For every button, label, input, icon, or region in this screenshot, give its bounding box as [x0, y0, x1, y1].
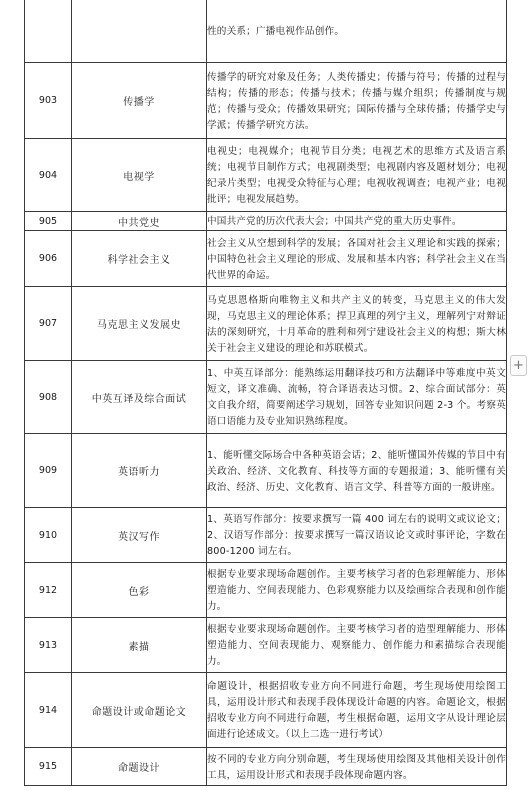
course-description: [207, 231, 507, 287]
course-description-text: 电视史；电视媒介；电视节目分类；电视艺术的思维方式及语言系统；电视节目制作方式；电视剧类型；电视剧内容及题材划分；电视纪录片类型；电视受众特征与心理；电视收视调查；电视产业；电视批评；电视发展趋势。: [207, 146, 506, 205]
course-name: 中共党史: [72, 212, 207, 231]
add-button[interactable]: [510, 355, 527, 376]
course-description: [207, 673, 507, 748]
course-syllabus-table: [24, 0, 507, 786]
course-description-text: 中国共产党的历次代表大会；中国共产党的重大历史事件。: [207, 216, 462, 227]
table-row: [25, 618, 507, 673]
course-name: 电视学: [72, 139, 207, 212]
course-description: [207, 618, 507, 673]
course-name: 英语听力: [72, 434, 207, 508]
course-description: [207, 139, 507, 212]
table-row: [25, 434, 507, 508]
course-description-text: 社会主义从空想到科学的发展；各国对社会主义理论和实践的探索；中国特色社会主义理论的形成、发展和基本内容；科学社会主义在当代世界的命运。: [207, 237, 506, 281]
course-description: [207, 563, 507, 618]
course-description-text: 按不同的专业方向分别命题，考生现场使用绘图及其他相关设计创作工具，运用设计形式和表现手段体现命题内容。: [207, 753, 506, 781]
course-name: 英汉写作: [72, 508, 207, 563]
course-name: [72, 0, 207, 63]
course-description: [207, 287, 507, 361]
course-description-text: 根据专业要求现场命题创作。主要考核学习者的造型理解能力、形体塑造能力、空间表现能力、观察能力、创作能力和素描综合表现能力。: [207, 624, 506, 667]
course-description-text: 1、能听懂交际场合中各种英语会话；2、能听懂国外传媒的节目中有关政治、经济、文化教育、科技等方面的专题报道；3、能听懂有关政治、经济、历史、文化教育、语言文学、科普等方面的一般讲座。: [207, 449, 506, 493]
table-row: [25, 673, 507, 748]
course-description: [207, 0, 507, 63]
course-description-text: 1、英语写作部分：按要求撰写一篇 400 词左右的说明文或议论文；2、汉语写作部分：按要求撰写一篇汉语议论文或时事评论，字数在 800-1200 词左右。: [207, 514, 506, 557]
course-description: [207, 434, 507, 508]
table-row: [25, 287, 507, 361]
course-description: [207, 63, 507, 139]
table-row: [25, 508, 507, 563]
course-name: 命题设计或命题论文: [72, 673, 207, 748]
course-description: [207, 212, 507, 231]
course-description: [207, 508, 507, 563]
course-description-text: 命题设计，根据招收专业方向不同进行命题，考生现场使用绘图工具，运用设计形式和表现手段体现设计命题的内容。命题论文，根据招收专业方向不同进行命题，考生根据命题，运用文字从设计理论层面进行论述成文。（以上二选一进行考试）: [207, 681, 506, 740]
course-name: 素描: [72, 618, 207, 673]
course-code: 915: [25, 748, 72, 786]
course-description-text: 传播学的研究对象及任务；人类传播史；传播与符号；传播的过程与结构；传播的形态；传播与技术；传播与媒介组织；传播制度与规范；传播与受众；传播效果研究；国际传播与全球传播；传播学史与学派；传播学研究方法。: [207, 71, 506, 131]
course-code: 905: [25, 212, 72, 231]
course-code: [25, 0, 72, 63]
table-row: [25, 563, 507, 618]
table-row: [25, 0, 507, 63]
course-name: 中英互译及综合面试: [72, 361, 207, 434]
table-row: [25, 139, 507, 212]
course-name: 传播学: [72, 63, 207, 139]
course-code: 903: [25, 63, 72, 139]
course-code: 910: [25, 508, 72, 563]
plus-icon: +: [513, 358, 524, 373]
course-code: 907: [25, 287, 72, 361]
course-name: 马克思主义发展史: [72, 287, 207, 361]
course-code: 913: [25, 618, 72, 673]
table-row: [25, 212, 507, 231]
course-code: 906: [25, 231, 72, 287]
course-description: [207, 748, 507, 786]
course-code: 914: [25, 673, 72, 748]
table-row: [25, 361, 507, 434]
course-code: 904: [25, 139, 72, 212]
table-row: [25, 63, 507, 139]
course-name: 科学社会主义: [72, 231, 207, 287]
course-code: 908: [25, 361, 72, 434]
course-description-text: 性的关系；广播电视作品创作。: [207, 25, 345, 37]
course-description: [207, 361, 507, 434]
course-description-text: 1、中英互译部分：能熟练运用翻译技巧和方法翻译中等难度中英文短文，译文准确、流畅，符合译语表达习惯。2、综合面试部分：英文自我介绍，简要阐述学习规划，回答专业知识问题 2-3 个。考察英语口语能力及专业知识熟练程度。: [207, 368, 506, 427]
table-row: [25, 231, 507, 287]
course-description-text: 马克思恩格斯向唯物主义和共产主义的转变，马克思主义的伟大发现，马克思主义的理论体系；捍卫真理的列宁主义，理解列宁对辩证法的深刻研究，十月革命的胜利和列宁建设社会主义的构想；斯大林关于社会主义建设的理论和苏联模式。: [207, 294, 506, 354]
course-code: 909: [25, 434, 72, 508]
course-name: 色彩: [72, 563, 207, 618]
course-name: 命题设计: [72, 748, 207, 786]
table-row: [25, 748, 507, 786]
course-code: 912: [25, 563, 72, 618]
course-description-text: 根据专业要求现场命题创作。主要考核学习者的色彩理解能力、形体塑造能力、空间表现能力、色彩观察能力以及绘画综合表现和创作能力。: [207, 569, 506, 612]
